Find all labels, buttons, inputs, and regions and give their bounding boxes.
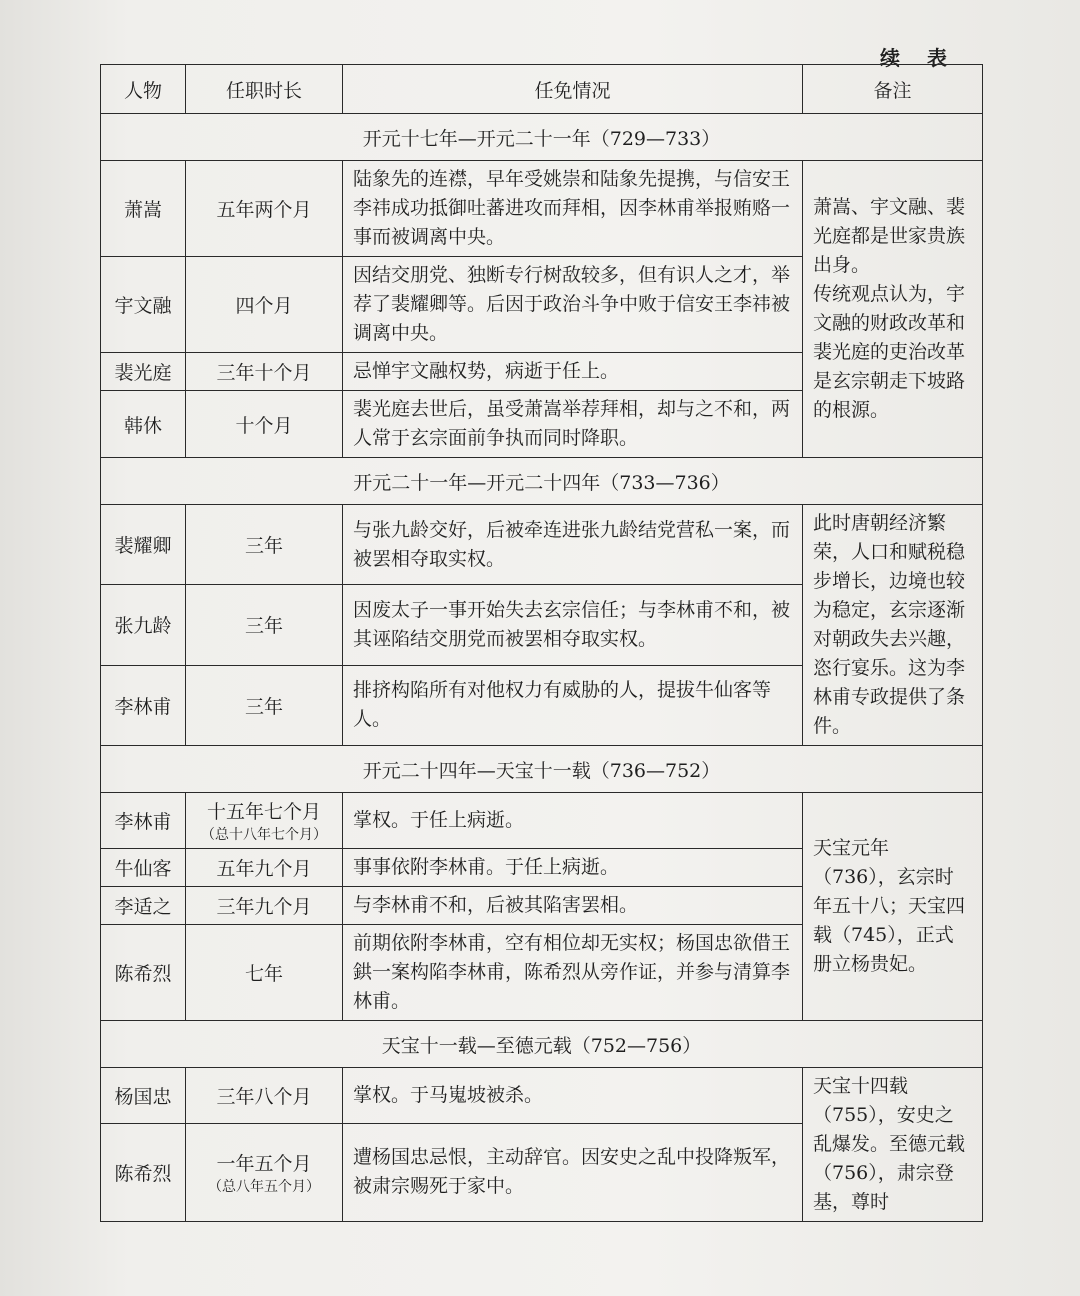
tenure-total: （总八年五个月） (208, 1178, 320, 1195)
remarks-note: 此时唐朝经济繁荣，人口和赋税稳步增长，边境也较为稳定，玄宗逐渐对朝政失去兴趣，恣行宴乐。这为李林甫专政提供了条件。 (803, 505, 983, 746)
remarks-note: 天宝元年（736），玄宗时年五十八；天宝四载（745），正式册立杨贵妃。 (803, 793, 983, 1021)
appointment-description: 事事依附李林甫。于任上病逝。 (343, 849, 803, 887)
col-header-appointment: 任免情况 (343, 65, 803, 114)
col-header-remarks: 备注 (803, 65, 983, 114)
tenure-cell (186, 665, 343, 745)
appointment-description: 因结交朋党、独断专行树敌较多，但有识人之才，举荐了裴耀卿等。后因于政治斗争中败于信安王李祎被调离中央。 (343, 257, 803, 353)
tenure-cell (186, 925, 343, 1021)
tenure-duration: 十个月 (235, 414, 293, 437)
tenure-duration: 三年十个月 (216, 362, 312, 384)
appointment-description: 前期依附李林甫，空有相位却无实权；杨国忠欲借王鉷一案构陷李林甫，陈希烈从旁作证，并参与清算李林甫。 (343, 925, 803, 1021)
person-name: 陈希烈 (101, 1123, 186, 1221)
tenure-duration: 三年八个月 (216, 1085, 312, 1108)
tenure-duration: 一年五个月 (216, 1152, 312, 1175)
appointment-description: 掌权。于马嵬坡被杀。 (343, 1068, 803, 1124)
appointment-description: 陆象先的连襟，早年受姚崇和陆象先提携，与信安王李祎成功抵御吐蕃进攻而拜相，因李林甫举报贿赂一事而被调离中央。 (343, 161, 803, 257)
period-title: 开元二十四年—天宝十一载（736—752） (101, 746, 983, 793)
tenure-duration: 三年 (244, 615, 283, 638)
person-name: 韩休 (101, 391, 186, 458)
period-row (101, 458, 983, 505)
tenure-cell (186, 887, 343, 925)
appointment-description: 与张九龄交好，后被牵连进张九龄结党营私一案，而被罢相夺取实权。 (343, 505, 803, 585)
tenure-duration: 三年九个月 (216, 896, 312, 918)
col-header-person: 人物 (101, 65, 186, 114)
period-title: 开元二十一年—开元二十四年（733—736） (101, 458, 983, 505)
person-name: 李林甫 (101, 793, 186, 849)
appointment-description: 忌惮宇文融权势，病逝于任上。 (343, 353, 803, 391)
tenure-cell (186, 793, 343, 849)
person-name: 张九龄 (101, 585, 186, 665)
table-row (101, 1068, 983, 1124)
period-row (101, 114, 983, 161)
person-name: 李适之 (101, 887, 186, 925)
tenure-duration: 十五年七个月 (206, 801, 321, 823)
period-title: 开元十七年—开元二十一年（729—733） (101, 114, 983, 161)
remarks-note: 萧嵩、宇文融、裴光庭都是世家贵族出身。 传统观点认为，宇文融的财政改革和裴光庭的吏治改革是玄宗朝走下坡路的根源。 (803, 161, 983, 458)
appointment-description: 裴光庭去世后，虽受萧嵩举荐拜相，却与之不和，两人常于玄宗面前争执而同时降职。 (343, 391, 803, 458)
chancellor-table (100, 64, 983, 1222)
appointment-description: 遭杨国忠忌恨，主动辞官。因安史之乱中投降叛军，被肃宗赐死于家中。 (343, 1123, 803, 1221)
tenure-duration: 七年 (244, 963, 283, 985)
tenure-cell (186, 1123, 343, 1221)
person-name: 萧嵩 (101, 161, 186, 257)
period-row (101, 746, 983, 793)
tenure-cell (186, 585, 343, 665)
tenure-cell (186, 391, 343, 458)
person-name: 裴耀卿 (101, 505, 186, 585)
col-header-duration: 任职时长 (186, 65, 343, 114)
tenure-cell (186, 1068, 343, 1124)
table-row (101, 505, 983, 585)
table-row (101, 793, 983, 849)
person-name: 裴光庭 (101, 353, 186, 391)
appointment-description: 排挤构陷所有对他权力有威胁的人，提拔牛仙客等人。 (343, 665, 803, 745)
tenure-duration: 五年两个月 (216, 199, 312, 221)
person-name: 宇文融 (101, 257, 186, 353)
person-name: 陈希烈 (101, 925, 186, 1021)
tenure-duration: 四个月 (235, 295, 293, 317)
appointment-description: 因废太子一事开始失去玄宗信任；与李林甫不和，被其诬陷结交朋党而被罢相夺取实权。 (343, 585, 803, 665)
appointment-description: 与李林甫不和，后被其陷害罢相。 (343, 887, 803, 925)
tenure-cell (186, 257, 343, 353)
header-row (101, 65, 983, 114)
continued-label: 续 表 (880, 46, 957, 70)
person-name: 李林甫 (101, 665, 186, 745)
period-row (101, 1021, 983, 1068)
tenure-duration: 三年 (244, 695, 283, 718)
table-body (101, 114, 983, 1222)
table-row (101, 161, 983, 257)
tenure-duration: 三年 (244, 535, 283, 558)
tenure-total: （总十八年七个月） (201, 827, 327, 843)
period-title: 天宝十一载—至德元载（752—756） (101, 1021, 983, 1068)
person-name: 杨国忠 (101, 1068, 186, 1124)
tenure-duration: 五年九个月 (216, 858, 312, 880)
tenure-cell (186, 161, 343, 257)
remarks-note: 天宝十四载（755），安史之乱爆发。至德元载（756），肃宗登基，尊时 (803, 1068, 983, 1222)
tenure-cell (186, 505, 343, 585)
person-name: 牛仙客 (101, 849, 186, 887)
appointment-description: 掌权。于任上病逝。 (343, 793, 803, 849)
tenure-cell (186, 849, 343, 887)
tenure-cell (186, 353, 343, 391)
